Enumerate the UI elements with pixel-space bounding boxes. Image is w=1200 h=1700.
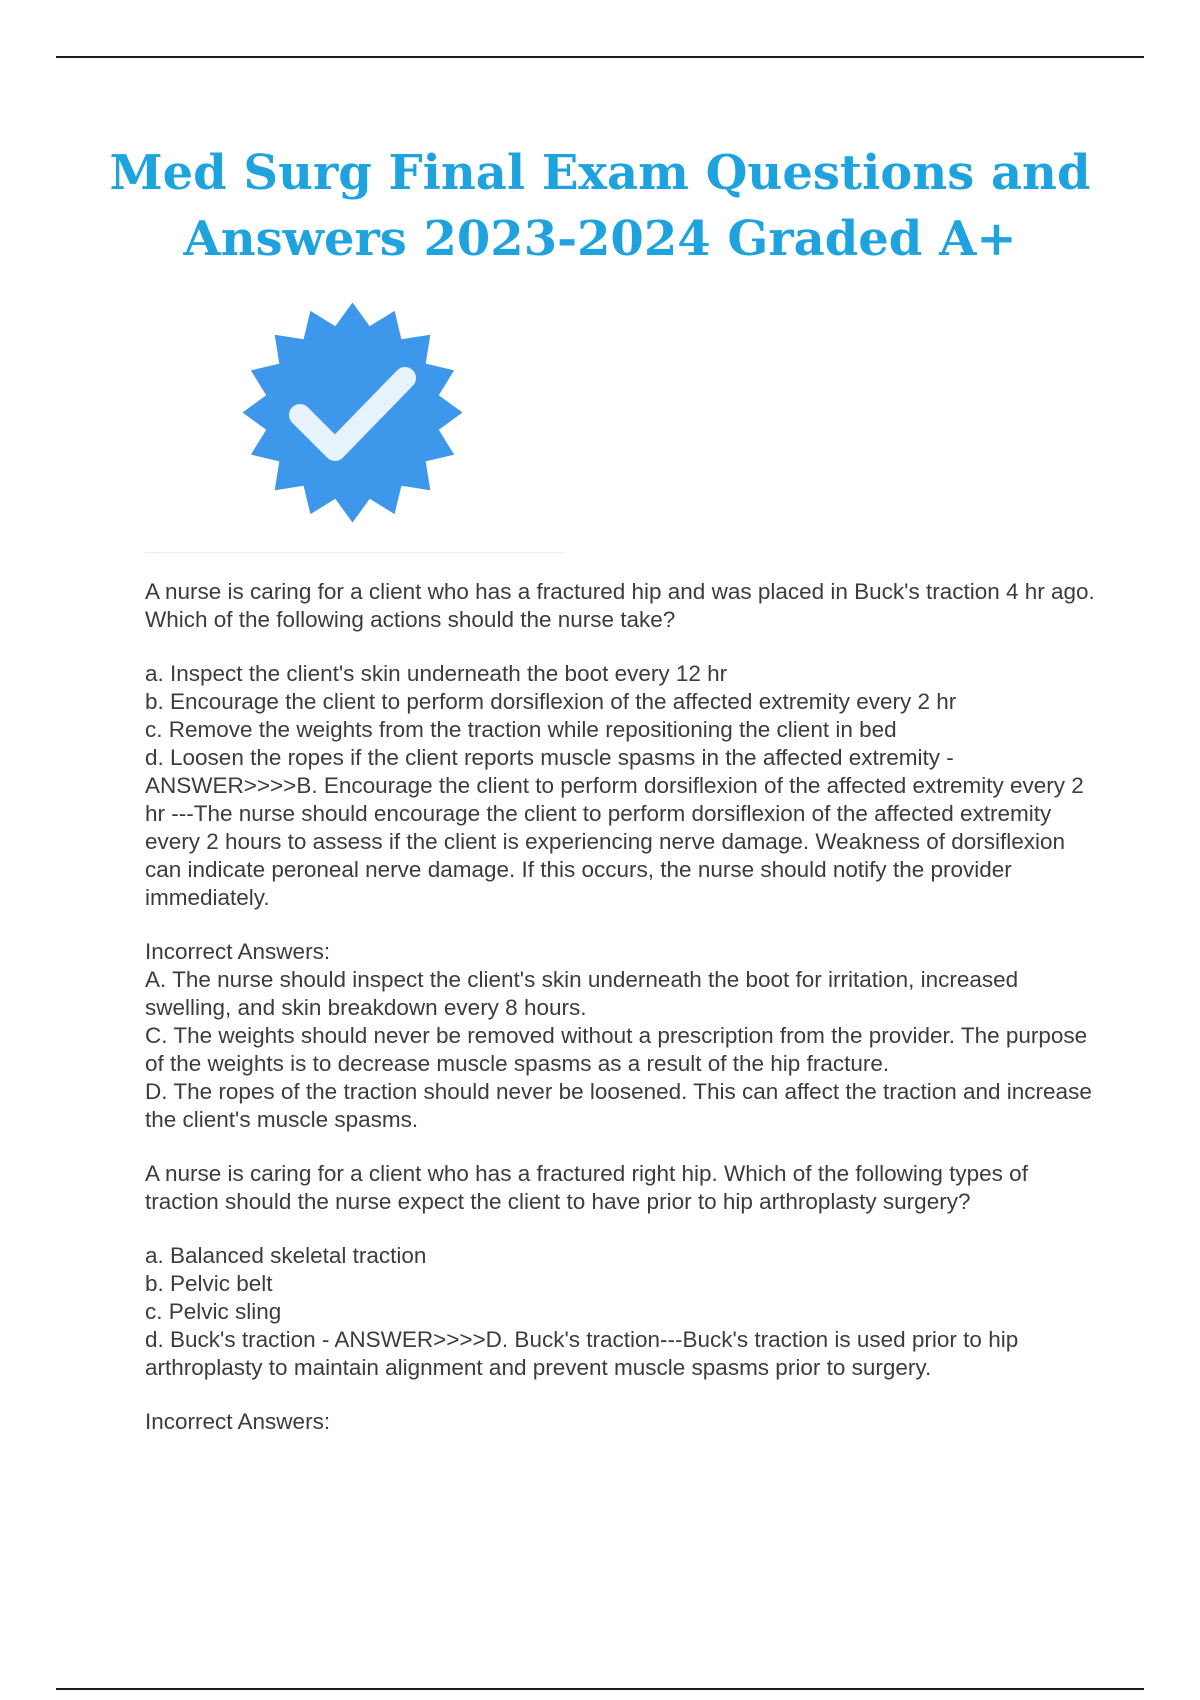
top-rule bbox=[56, 56, 1144, 58]
document-title: Med Surg Final Exam Questions and Answers 2023-2024 Graded A+ bbox=[109, 145, 1091, 267]
question-2-stem: A nurse is caring for a client who has a fractured right hip. Which of the following types of traction should the nurse expect the client to have prior to hip arthroplasty surgery? bbox=[145, 1161, 1028, 1214]
question-1-option-d-answer: d. Loosen the ropes if the client reports muscle spasms in the affected extremity - ANSWER>>>>B. Encourage the client to perform dorsiflexion of the affected extremity every 2 hr ---The nurse should encourage the client to perform dorsiflexion of the affected extremity every 2 hours to assess if the client is experiencing nerve damage. Weakness of dorsiflexion can indicate peroneal nerve damage. If this occurs, the nurse should notify the provider immediately. bbox=[145, 745, 1084, 910]
question-1-option-b: b. Encourage the client to perform dorsiflexion of the affected extremity every 2 hr bbox=[145, 689, 957, 714]
question-1-option-c: c. Remove the weights from the traction while repositioning the client in bed bbox=[145, 717, 897, 742]
question-2-option-a: a. Balanced skeletal traction bbox=[145, 1243, 427, 1268]
badge-divider bbox=[145, 552, 565, 553]
question-1-incorrect-heading: Incorrect Answers: bbox=[145, 939, 331, 964]
verified-check-badge-icon bbox=[240, 300, 465, 525]
question-1-stem: A nurse is caring for a client who has a fractured hip and was placed in Buck's traction 4 hr ago. Which of the following actions should the nurse take? bbox=[145, 579, 1095, 632]
bottom-rule bbox=[56, 1688, 1144, 1690]
question-2-option-c: c. Pelvic sling bbox=[145, 1299, 282, 1324]
question-1-incorrect-d: D. The ropes of the traction should never be loosened. This can affect the traction and increase the client's muscle spasms. bbox=[145, 1079, 1092, 1132]
question-2-option-b: b. Pelvic belt bbox=[145, 1271, 273, 1296]
question-2-option-d-answer: d. Buck's traction - ANSWER>>>>D. Buck's traction---Buck's traction is used prior to hip arthroplasty to maintain alignment and prevent muscle spasms prior to surgery. bbox=[145, 1327, 1019, 1380]
document-body bbox=[145, 578, 1095, 1436]
question-1-option-a: a. Inspect the client's skin underneath the boot every 12 hr bbox=[145, 661, 728, 686]
question-1-incorrect-a: A. The nurse should inspect the client's skin underneath the boot for irritation, increased swelling, and skin breakdown every 8 hours. bbox=[145, 967, 1019, 1020]
question-1-incorrect-c: C. The weights should never be removed without a prescription from the provider. The purpose of the weights is to decrease muscle spasms as a result of the hip fracture. bbox=[145, 1023, 1088, 1076]
question-2-incorrect-heading: Incorrect Answers: bbox=[145, 1409, 331, 1434]
